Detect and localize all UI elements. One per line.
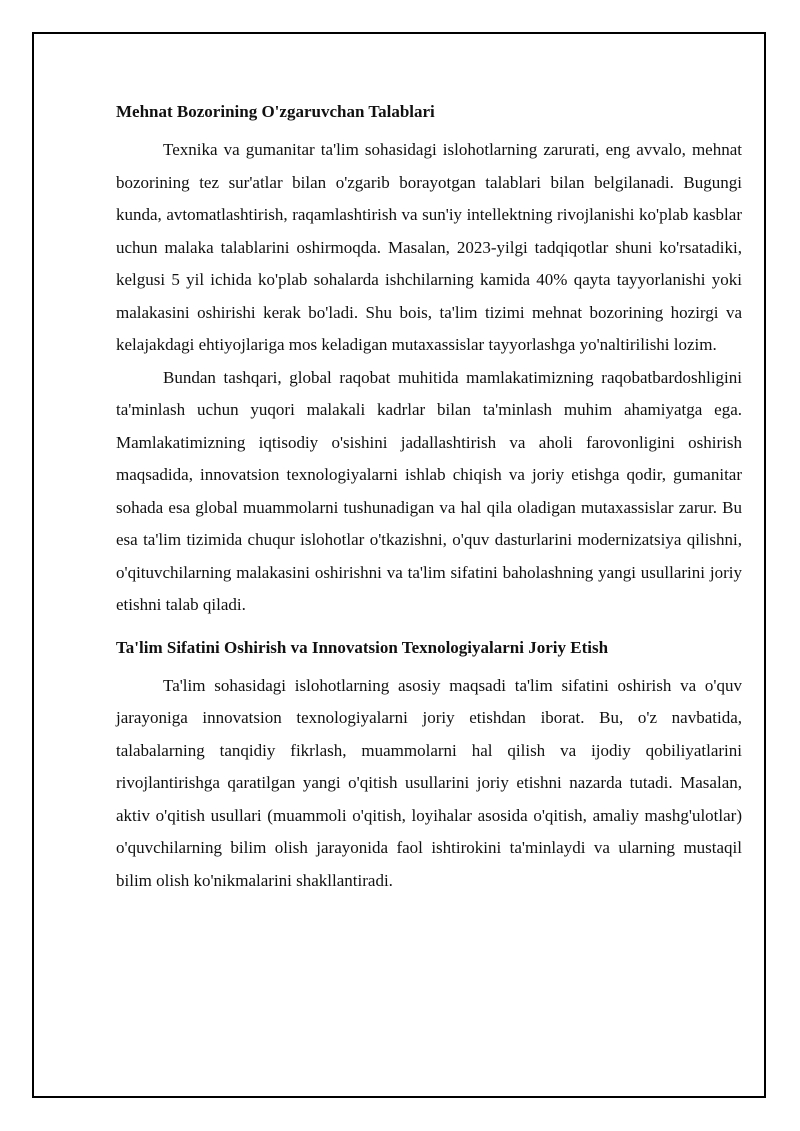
section-heading: Ta'lim Sifatini Oshirish va Innovatsion Texnologiyalarni Joriy Etish xyxy=(116,637,609,657)
body-paragraph: Texnika va gumanitar ta'lim sohasidagi islohotlarning zarurati, eng avvalo, mehnat bozorining tez sur'atlar bilan o'zgarib borayotgan talablari bilan belgilanadi. Bugungi kunda, avtomatlashtirish, raqamlashtirish va sun'iy intellektning rivojlanishi ko'plab kasblar uchun malaka talablarini oshirmoqda. Masalan, 2023-yilgi tadqiqotlar shuni ko'rsatadiki, kelgusi 5 yil ichida ko'plab sohalarda ishchilarning kamida 40% qayta tayyorlanishi yoki malakasini oshirishi kerak bo'ladi. Shu bois, ta'lim tizimi mehnat bozorining hozirgi va kelajakdagi ehtiyojlariga mos keladigan mutaxassislar tayyorlashga yo'naltirilishi lozim. xyxy=(116,140,742,354)
body-paragraph: Ta'lim sohasidagi islohotlarning asosiy maqsadi ta'lim sifatini oshirish va o'quv jarayoniga innovatsion texnologiyalarni joriy etishdan iborat. Bu, o'z navbatida, talabalarning tanqidiy fikrlash, muammolarni hal qilish va ijodiy qobiliyatlarini rivojlantirishga qaratilgan yangi o'qitish usullarini joriy etishni nazarda tutadi. Masalan, aktiv o'qitish usullari (muammoli o'qitish, loyihalar asosida o'qitish, amaliy mashg'ulotlar) o'quvchilarning bilim olish jarayonida faol ishtirokini ta'minlaydi va ularning mustaqil bilim olish ko'nikmalarini shakllantiradi. xyxy=(116,675,742,890)
section-heading: Mehnat Bozorining O'zgaruvchan Talablari xyxy=(116,102,435,121)
document-body xyxy=(116,96,742,897)
body-paragraph: Bundan tashqari, global raqobat muhitida mamlakatimizning raqobatbardoshligini ta'minlash uchun yuqori malakali kadrlar bilan ta'minlash muhim ahamiyatga ega. Mamlakatimizning iqtisodiy o'sishini jadallashtirish va aholi farovonligini oshirish maqsadida, innovatsion texnologiyalarni ishlab chiqish va joriy etishga qodir, gumanitar sohada esa global muammolarni tushunadigan va hal qila oladigan mutaxassislar zarur. Bu esa ta'lim tizimida chuqur islohotlar o'tkazishni, o'quv dasturlarini modernizatsiya qilishni, o'qituvchilarning malakasini oshirishni va ta'lim sifatini baholashning yangi usullarini joriy etishni talab qiladi. xyxy=(116,367,742,614)
